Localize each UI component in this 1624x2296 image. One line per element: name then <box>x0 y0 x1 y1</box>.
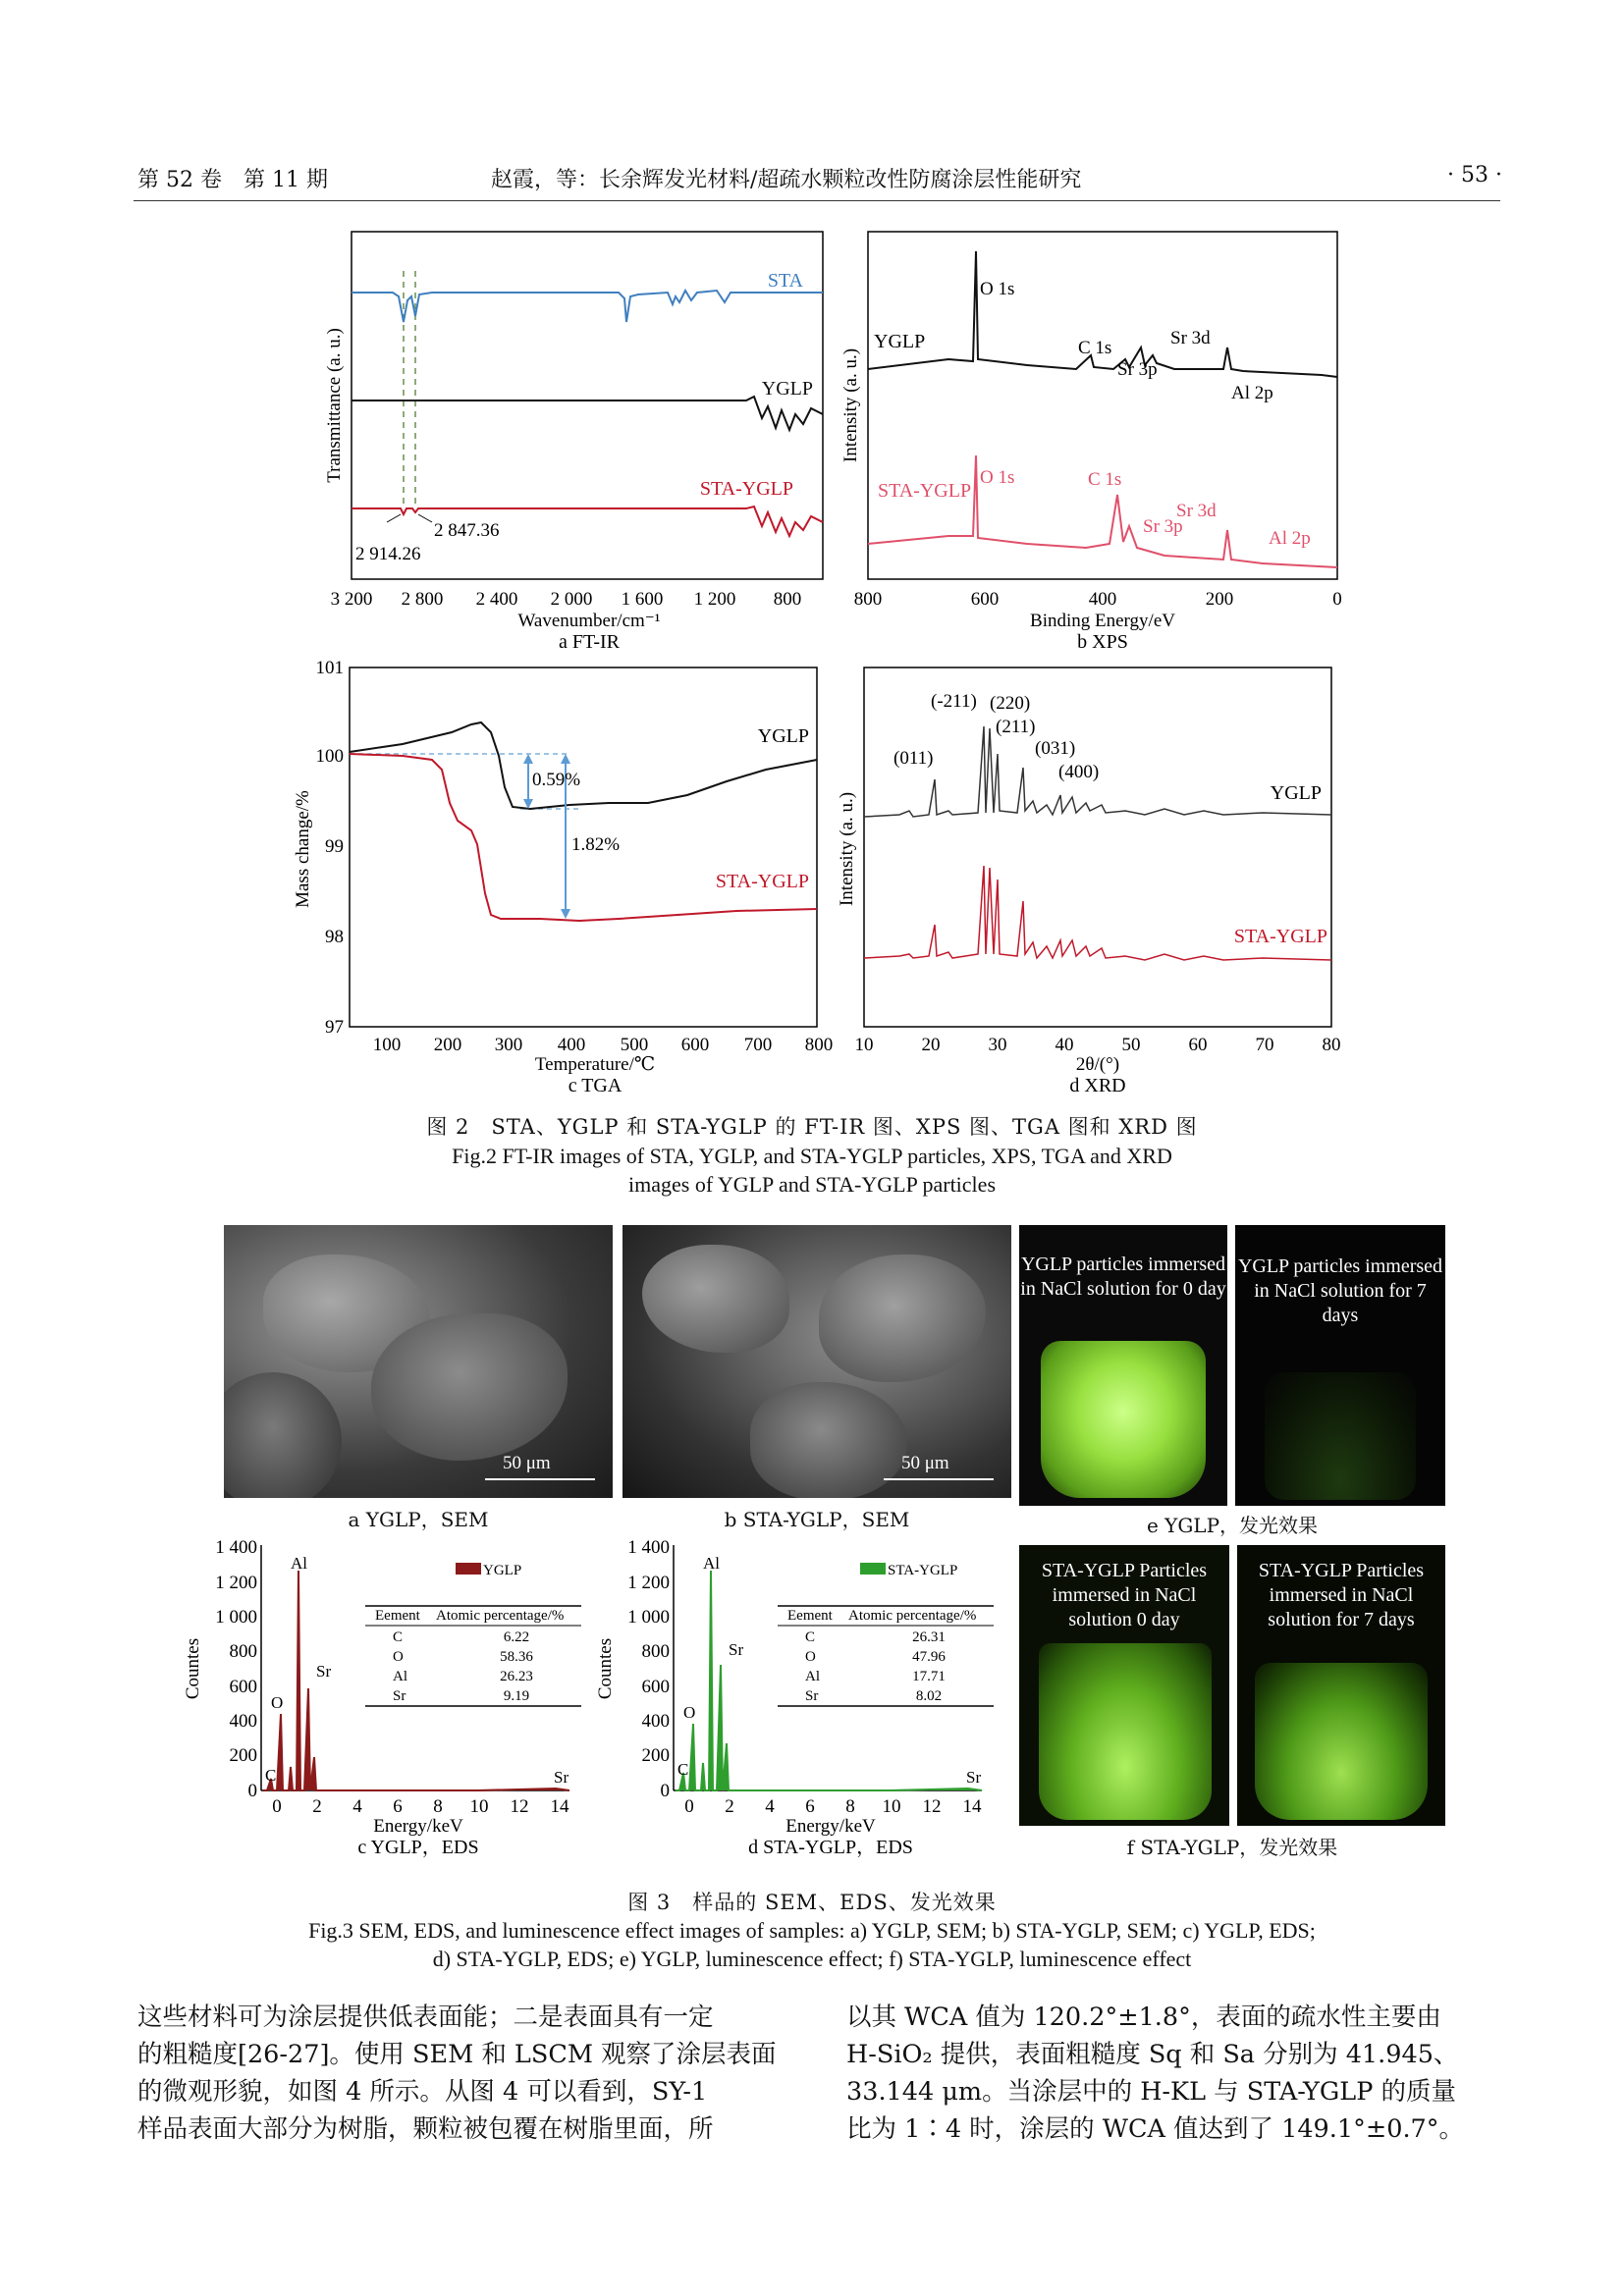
eds-xtick: 6 <box>805 1796 815 1817</box>
xps-tick: 600 <box>970 589 1000 610</box>
fig3-caption-en-2: d) STA-YGLP, EDS; e) YGLP, luminescence effect; f) STA-YGLP, luminescence effect <box>432 1947 1192 1971</box>
xps-peak-sr3p-red: Sr 3p <box>1143 516 1183 537</box>
eds-ytick: 0 <box>247 1781 257 1801</box>
xps-tick: 400 <box>1088 589 1117 610</box>
eds-peak-sr: Sr <box>729 1640 744 1659</box>
eds-peak-o: O <box>683 1703 696 1722</box>
eds-d-col1: Eement <box>787 1608 833 1624</box>
xrd-tick: 60 <box>1188 1035 1208 1055</box>
body-line: 这些材料可为涂层提供低表面能；二是表面具有一定 <box>137 2002 714 2032</box>
tga-ytick: 100 <box>315 746 344 767</box>
body-line: 比为 1∶4 时，涂层的 WCA 值达到了 149.1°±0.7°。 <box>846 2114 1465 2144</box>
eds-d-legend: STA-YGLP <box>888 1563 958 1578</box>
ftir-label-sta: STA <box>767 270 803 292</box>
xrd-panel <box>831 658 1380 1099</box>
xrd-ylabel: Intensity (a. u.) <box>837 791 857 907</box>
eds-peak-al: Al <box>703 1554 720 1573</box>
eds-xtick: 2 <box>312 1796 322 1817</box>
xps-peak-sr3p: Sr 3p <box>1117 359 1158 380</box>
eds-peak-al: Al <box>291 1554 307 1573</box>
eds-xtick: 12 <box>510 1796 529 1817</box>
eds-c-el: Al <box>393 1669 407 1684</box>
ftir-tick: 3 200 <box>330 589 373 610</box>
eds-peak-sr2: Sr <box>966 1768 982 1787</box>
tga-loss-sta: 1.82% <box>571 834 621 855</box>
eds-ytick: 0 <box>660 1781 670 1801</box>
ftir-tick: 2 000 <box>550 589 593 610</box>
glow-e-right-text: YGLP particles immersed in NaCl solution for 7 days <box>1237 1255 1443 1326</box>
eds-c-val: 9.19 <box>503 1688 530 1704</box>
glow-sta-0day <box>1019 1545 1229 1826</box>
xrd-peak: (-211) <box>931 691 977 712</box>
eds-xtick: 4 <box>352 1796 362 1817</box>
xps-tick: 800 <box>853 589 883 610</box>
eds-c-col1: Eement <box>375 1608 420 1624</box>
eds-peak-o: O <box>271 1693 284 1712</box>
xrd-peak: (031) <box>1035 738 1076 759</box>
eds-ytick: 1 200 <box>215 1573 257 1593</box>
body-line: 的微观形貌，如图 4 所示。从图 4 可以看到，SY-1 <box>137 2077 708 2107</box>
tga-ytick: 98 <box>325 927 344 947</box>
eds-xtick: 4 <box>765 1796 775 1817</box>
eds-xtick: 8 <box>845 1796 855 1817</box>
eds-ytick: 200 <box>229 1745 257 1766</box>
ftir-panel <box>285 232 854 673</box>
eds-xtick: 6 <box>393 1796 403 1817</box>
header-page: · 53 · <box>1447 163 1502 187</box>
eds-d-col2: Atomic percentage/% <box>848 1608 977 1624</box>
xps-peak-sr3d-red: Sr 3d <box>1176 501 1217 521</box>
sem-image-yglp <box>224 1225 613 1498</box>
eds-xtick: 10 <box>882 1796 901 1817</box>
header-volume: 第 52 卷 第 11 期 <box>137 168 328 192</box>
eds-ytick: 1 000 <box>215 1607 257 1628</box>
fig2-caption-en-2: images of YGLP and STA-YGLP particles <box>628 1172 996 1197</box>
eds-c-col2: Atomic percentage/% <box>436 1608 565 1624</box>
eds-c-el: C <box>393 1629 404 1645</box>
xps-sublabel: b XPS <box>1077 631 1128 653</box>
xps-panel <box>831 232 1380 673</box>
sem-a-label: a YGLP，SEM <box>348 1508 489 1531</box>
xrd-tick: 40 <box>1055 1035 1074 1055</box>
eds-peak-sr: Sr <box>316 1662 332 1681</box>
xrd-peak: (011) <box>893 748 934 769</box>
eds-d-sublabel: d STA-YGLP，EDS <box>748 1837 913 1858</box>
eds-d-ylabel: Countes <box>595 1637 616 1700</box>
tga-loss-yglp: 0.59% <box>532 770 581 790</box>
xrd-peak: (400) <box>1058 762 1100 782</box>
eds-c-xlabel: Energy/keV <box>373 1816 463 1837</box>
xps-label-sta-yglp: STA-YGLP <box>878 480 972 502</box>
eds-d-el: Sr <box>805 1688 819 1704</box>
xrd-tick: 70 <box>1255 1035 1274 1055</box>
xps-label-yglp: YGLP <box>874 331 926 352</box>
sem-b-label: b STA-YGLP，SEM <box>724 1508 910 1531</box>
eds-d-el: Al <box>805 1669 820 1684</box>
tga-xtick: 300 <box>494 1035 523 1055</box>
xrd-tick: 80 <box>1322 1035 1341 1055</box>
glow-e-left-text: YGLP particles immersed in NaCl solution for 0 day <box>1020 1254 1226 1300</box>
eds-ytick: 200 <box>641 1745 670 1766</box>
eds-ytick: 600 <box>641 1677 670 1697</box>
xrd-xlabel: 2θ/(°) <box>1075 1054 1120 1075</box>
header-rule <box>134 200 1500 201</box>
ftir-tick: 800 <box>773 589 802 610</box>
eds-c-el: O <box>393 1649 404 1665</box>
glow-f-label: f STA-YGLP，发光效果 <box>1126 1836 1338 1859</box>
glow-yglp-7day <box>1235 1225 1445 1506</box>
xrd-label-yglp: YGLP <box>1270 782 1322 804</box>
eds-c-val: 26.23 <box>500 1669 533 1684</box>
eds-xtick: 0 <box>684 1796 694 1817</box>
sem-scale-a: 50 μm <box>503 1453 551 1473</box>
eds-xtick: 14 <box>550 1796 569 1817</box>
eds-d-val: 47.96 <box>912 1649 946 1665</box>
xrd-label-sta-yglp: STA-YGLP <box>1233 926 1327 947</box>
fig2-caption-en-1: Fig.2 FT-IR images of STA, YGLP, and STA-YGLP particles, XPS, TGA and XRD <box>452 1144 1172 1168</box>
eds-ytick: 1 200 <box>627 1573 670 1593</box>
body-line: H-SiO₂ 提供，表面粗糙度 Sq 和 Sa 分别为 41.945、 <box>846 2040 1459 2069</box>
glow-yglp-0day <box>1019 1225 1227 1506</box>
eds-xtick: 0 <box>272 1796 282 1817</box>
ftir-tick: 1 600 <box>621 589 664 610</box>
glow-f-right-text: STA-YGLP Particles immersed in NaCl solution for 7 days <box>1258 1560 1425 1630</box>
eds-c-val: 6.22 <box>503 1629 530 1645</box>
glow-e-label: e YGLP，发光效果 <box>1146 1514 1319 1537</box>
eds-yglp-panel <box>183 1531 595 1858</box>
eds-peak-c: C <box>265 1766 277 1785</box>
eds-ytick: 1 400 <box>627 1537 670 1558</box>
tga-xtick: 500 <box>620 1035 649 1055</box>
eds-peak-c: C <box>677 1760 689 1779</box>
xrd-peak: (220) <box>990 693 1031 714</box>
tga-sublabel: c TGA <box>568 1075 623 1096</box>
ftir-peak2: 2 847.36 <box>434 520 500 541</box>
eds-ytick: 1 000 <box>627 1607 670 1628</box>
eds-c-sublabel: c YGLP，EDS <box>357 1837 479 1858</box>
ftir-ylabel: Transmittance (a. u.) <box>324 328 345 483</box>
xps-xlabel: Binding Energy/eV <box>1030 611 1175 631</box>
xps-peak-c1s: C 1s <box>1078 338 1112 358</box>
ftir-label-yglp: YGLP <box>761 378 813 400</box>
eds-peak-sr2: Sr <box>554 1768 569 1787</box>
eds-c-legend: YGLP <box>483 1563 522 1578</box>
ftir-peak1: 2 914.26 <box>355 544 421 564</box>
eds-ytick: 400 <box>229 1711 257 1732</box>
eds-ytick: 1 400 <box>215 1537 257 1558</box>
tga-panel <box>285 658 854 1099</box>
body-line: 的粗糙度[26-27]。使用 SEM 和 LSCM 观察了涂层表面 <box>137 2040 777 2069</box>
eds-c-val: 58.36 <box>500 1649 533 1665</box>
body-line: 33.144 μm。当涂层中的 H-KL 与 STA-YGLP 的质量 <box>846 2077 1456 2107</box>
eds-d-el: C <box>805 1629 816 1645</box>
xps-peak-al2p: Al 2p <box>1231 383 1273 403</box>
xrd-tick: 30 <box>988 1035 1007 1055</box>
ftir-sublabel: a FT-IR <box>558 631 621 653</box>
tga-xtick: 700 <box>743 1035 773 1055</box>
tga-xtick: 400 <box>557 1035 586 1055</box>
tga-xtick: 100 <box>372 1035 402 1055</box>
tga-xtick: 200 <box>433 1035 462 1055</box>
xrd-sublabel: d XRD <box>1069 1075 1126 1096</box>
eds-xtick: 14 <box>962 1796 982 1817</box>
eds-xtick: 10 <box>469 1796 489 1817</box>
xps-tick: 0 <box>1332 589 1342 610</box>
body-right-column <box>846 1999 1502 2148</box>
eds-d-val: 8.02 <box>915 1688 943 1704</box>
eds-ytick: 800 <box>641 1641 670 1662</box>
xps-ylabel: Intensity (a. u.) <box>840 347 861 463</box>
sem-scale-b: 50 μm <box>901 1453 949 1473</box>
xrd-tick: 50 <box>1121 1035 1141 1055</box>
fig2-caption-zh: 图 2 STA、YGLP 和 STA-YGLP 的 FT-IR 图、XPS 图、TGA 图和 XRD 图 <box>426 1115 1198 1139</box>
ftir-xlabel: Wavenumber/cm⁻¹ <box>517 611 661 631</box>
xps-peak-o1s: O 1s <box>980 279 1015 299</box>
tga-ylabel: Mass change/% <box>293 790 313 908</box>
xps-peak-al2p-red: Al 2p <box>1269 528 1311 549</box>
eds-d-xlabel: Energy/keV <box>785 1816 876 1837</box>
eds-xtick: 12 <box>922 1796 942 1817</box>
eds-d-val: 17.71 <box>912 1669 946 1684</box>
eds-c-el: Sr <box>393 1688 406 1704</box>
tga-ytick: 97 <box>325 1017 344 1038</box>
eds-d-val: 26.31 <box>912 1629 946 1645</box>
ftir-tick: 2 400 <box>475 589 518 610</box>
eds-ytick: 600 <box>229 1677 257 1697</box>
fig3-caption-zh: 图 3 样品的 SEM、EDS、发光效果 <box>627 1891 997 1914</box>
eds-ytick: 400 <box>641 1711 670 1732</box>
ftir-label-sta-yglp: STA-YGLP <box>699 478 793 500</box>
eds-xtick: 2 <box>725 1796 734 1817</box>
header-title: 赵霞，等：长余辉发光材料/超疏水颗粒改性防腐涂层性能研究 <box>491 168 1082 192</box>
eds-d-el: O <box>805 1649 816 1665</box>
xps-peak-c1s-red: C 1s <box>1088 469 1122 490</box>
xrd-tick: 10 <box>854 1035 874 1055</box>
xrd-tick: 20 <box>921 1035 941 1055</box>
eds-c-ylabel: Countes <box>183 1637 203 1700</box>
eds-ytick: 800 <box>229 1641 257 1662</box>
glow-sta-7day <box>1237 1545 1445 1826</box>
sem-image-sta-yglp <box>623 1225 1011 1498</box>
tga-xtick: 600 <box>680 1035 710 1055</box>
xrd-peak: (211) <box>996 717 1036 737</box>
xps-peak-sr3d: Sr 3d <box>1170 328 1211 348</box>
ftir-tick: 1 200 <box>693 589 736 610</box>
tga-ytick: 99 <box>325 836 344 857</box>
tga-label-sta-yglp: STA-YGLP <box>715 871 809 892</box>
fig3-caption-en-1: Fig.3 SEM, EDS, and luminescence effect images of samples: a) YGLP, SEM; b) STA-YGLP, SEM; c) YGLP, EDS; <box>308 1918 1316 1943</box>
glow-f-left-text: STA-YGLP Particles immersed in NaCl solution 0 day <box>1041 1560 1208 1630</box>
eds-xtick: 8 <box>433 1796 443 1817</box>
body-left-column <box>137 1999 785 2148</box>
xps-tick: 200 <box>1205 589 1234 610</box>
tga-xlabel: Temperature/℃ <box>534 1054 656 1075</box>
body-line: 样品表面大部分为树脂，颗粒被包覆在树脂里面，所 <box>137 2114 714 2144</box>
tga-label-yglp: YGLP <box>757 725 809 747</box>
body-line: 以其 WCA 值为 120.2°±1.8°，表面的疏水性主要由 <box>846 2002 1441 2032</box>
tga-xtick: 800 <box>804 1035 834 1055</box>
tga-ytick: 101 <box>315 658 344 678</box>
xps-peak-o1s-red: O 1s <box>980 467 1015 488</box>
ftir-tick: 2 800 <box>401 589 444 610</box>
eds-sta-panel <box>595 1531 1007 1858</box>
